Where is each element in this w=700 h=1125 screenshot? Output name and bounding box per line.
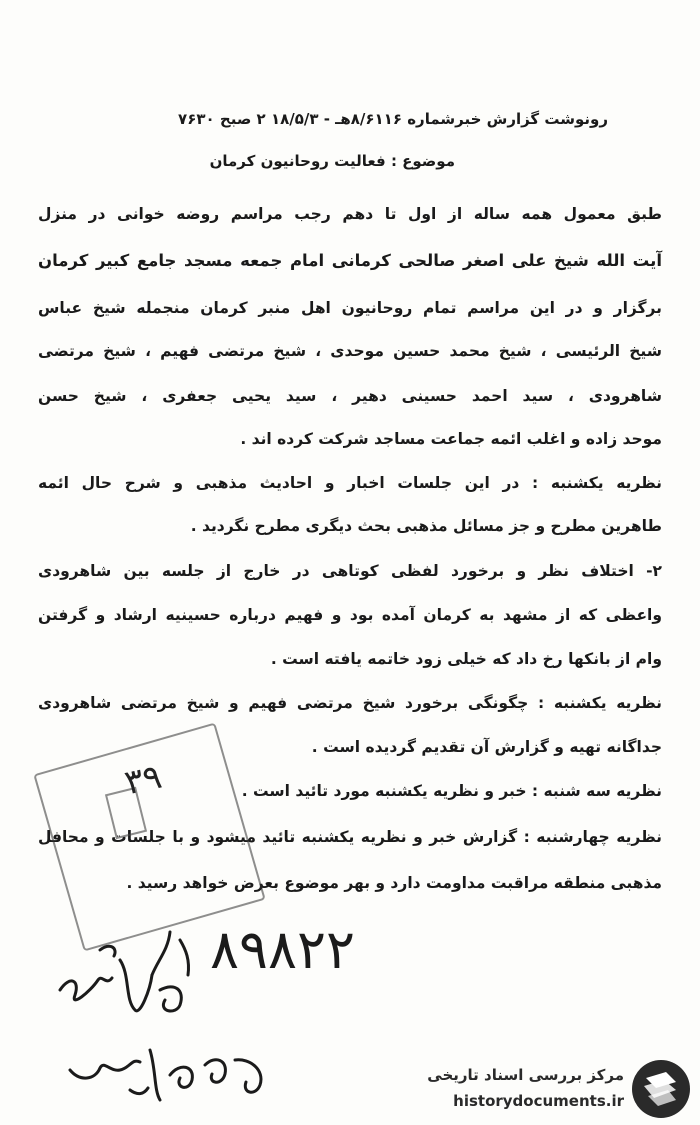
- body-line: وام از بانکها رخ داد که خیلی زود خاتمه یافته است .: [270, 650, 662, 668]
- body-line: شیخ الرئیسی ، شیخ محمد حسین موحدی ، شیخ مرتضی فهیم ، شیخ مرتضی: [38, 342, 662, 360]
- body-line: طاهرین مطرح و جز مسائل مذهبی بحث دیگری مطرح نگردید .: [190, 517, 662, 535]
- body-line: جداگانه تهیه و گزارش آن تقدیم گردیده است .: [311, 738, 662, 756]
- body-line: نظریه سه شنبه : خبر و نظریه یکشنبه مورد تائید است .: [241, 782, 662, 800]
- body-line: واعظی که از مشهد به کرمان آمده بود و فهیم درباره حسینیه ارشاد و گرفتن: [38, 606, 662, 624]
- body-line: آیت الله شیخ علی اصغر صالحی کرمانی امام جمعه مسجد جامع کبیر کرمان: [38, 251, 662, 270]
- body-line: برگزار و در این مراسم تمام روحانیون اهل منبر کرمان منجمله شیخ عباس: [38, 299, 662, 317]
- archive-logo-icon: [630, 1058, 692, 1120]
- body-line: نظریه چهارشنبه : گزارش خبر و نظریه یکشنبه تائید میشود و با جلسات و محافل: [38, 828, 662, 846]
- body-line: نظریه یکشنبه : چگونگی برخورد شیخ مرتضی فهیم و شیخ مرتضی شاهرودی: [38, 694, 662, 712]
- stamp-mark: ۳۹: [121, 756, 166, 804]
- body-line: شاهرودی ، سید احمد حسینی دهیر ، سید یحیی جعفری ، شیخ حسن: [38, 387, 662, 405]
- body-line: موحد زاده و اغلب ائمه جماعت مساجد شرکت کرده اند .: [240, 430, 662, 448]
- watermark-title: مرکز بررسی اسناد تاریخی: [427, 1066, 624, 1084]
- watermark-logo: [412, 1058, 692, 1120]
- handwritten-note-1: [40, 920, 210, 1030]
- body-line: نظریه یکشنبه : در این جلسات اخبار و احادیث مذهبی و شرح حال ائمه: [38, 474, 662, 492]
- body-line: مذهبی منطقه مراقبت مداومت دارد و بهر موضوع بعرض خواهد رسید .: [126, 874, 662, 892]
- body-line: طبق معمول همه ساله از اول تا دهم رجب مراسم روضه خوانی در منزل: [38, 205, 662, 223]
- watermark-url: historydocuments.ir: [453, 1092, 624, 1110]
- archive-number: ۸۹۸۲۲: [210, 918, 356, 981]
- handwritten-note-2: [60, 1030, 280, 1115]
- body-line: ۲- اختلاف نظر و برخورد لفظی کوتاهی در خارج از جلسه بین شاهرودی: [38, 562, 662, 580]
- report-header-line: رونوشت گزارش خبرشماره ۸/۶۱۱۶هـ - ۱۸/۵/۳ ۲ صبح ۷۶۳۰: [178, 110, 608, 128]
- subject-line: موضوع : فعالیت روحانیون کرمان: [209, 152, 455, 170]
